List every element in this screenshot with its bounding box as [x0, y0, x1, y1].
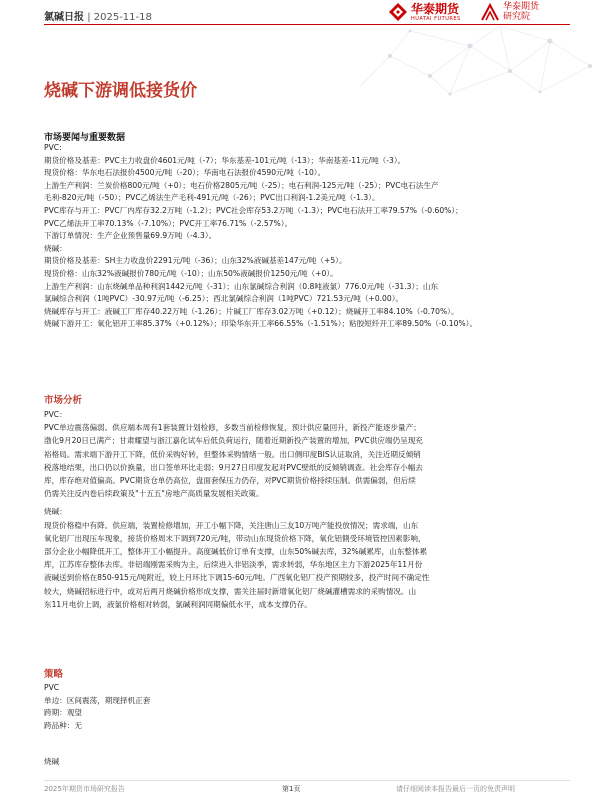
soda-analysis-line: 较大，烧碱招标进行中，或对后两月烧碱价格形成支撑，需关注届时新增氧化铝厂烧碱灌槽需求的采购情况。山 [44, 586, 417, 596]
news-line: 上游生产利润：兰炭价格800元/吨（+0）；电石价格2805元/吨（-25）；电石利润-125元/吨（-25）；PVC电石法生产 [44, 180, 439, 190]
news-line: PVC库存与开工：PVC厂内库存32.2万吨（-1.2）；PVC社会库存53.2万吨（-1.3）；PVC电石法开工率79.57%（-0.60%）； [44, 205, 463, 215]
institute-logo [480, 2, 539, 22]
report-name: 氯碱日报 [44, 12, 84, 23]
news-line: 期货价格及基差：PVC主力收盘价4601元/吨（-7）；华东基差-101元/吨（-13）；华南基差-11元/吨（-3）。 [44, 155, 406, 165]
pvc-analysis-line: 税落地结果，出口仍以价换量，出口签单环比走弱；9月27日印度发起对PVC壁纸的反倾销调查。社会库存小幅去 [44, 462, 423, 472]
soda-analysis-line: 现货价格稳中有降。供应端，装置检修增加，开工小幅下降，关注唐山三友10万吨产能投放情况；需求端，山东 [44, 520, 419, 530]
huatai-futures-logo [388, 2, 461, 22]
strategy-line: 跨品种：无 [44, 720, 82, 730]
news-line: 烧碱： [44, 243, 67, 253]
strategy-line: 跨期：观望 [44, 708, 82, 718]
soda-analysis-line: 库，江苏库存整体去库。非铝端刚需采购为主，后续进入非铝淡季，需求转弱，华东地区主力下游2025年11月份 [44, 560, 423, 570]
institute-name: 华泰期货 [503, 2, 540, 12]
news-line: 烧碱库存与开工：液碱工厂库存40.22万吨（-1.26）；片碱工厂库存3.02万吨（+0.12）；烧碱开工率84.10%（-0.70%）。 [44, 306, 459, 316]
news-line: 上游生产利润：山东烧碱单品种利润1442元/吨（-31）；山东氯碱综合利润（0.8吨液氯）776.0元/吨（-31.3）；山东 [44, 281, 439, 291]
page-number: 第1页 [282, 785, 301, 793]
news-line: 下游订单情况：生产企业预售量69.9万吨（-4.3）。 [44, 231, 217, 241]
network-decoration [350, 26, 600, 96]
pvc-label: PVC： [44, 410, 67, 419]
news-line: 烧碱下游开工：氧化铝开工率85.37%（+0.12%）；印染华东开工率66.55%（-1.51%）；粘胶短纤开工率89.50%（-0.10%）。 [44, 319, 478, 329]
footer-left: 2025年期货市场研究报告 [44, 785, 125, 793]
market-news-heading: 市场要闻与重要数据 [44, 133, 126, 143]
news-line: 现货价格：山东32%液碱报价780元/吨（-10）；山东50%液碱报价1250元/吨（+0）。 [44, 268, 338, 278]
news-line: PVC: [44, 143, 62, 152]
institute-sub: 研究院 [503, 12, 531, 22]
soda-analysis-line: 部分企业小幅降低开工，整体开工小幅提升。高度碱低价订单有支撑，山东50%碱去库，32%碱累库，山东整体累 [44, 547, 428, 557]
header-divider [44, 24, 570, 25]
analysis-heading: 市场分析 [44, 395, 83, 406]
institute-mark-icon [480, 2, 500, 22]
footer-divider [44, 780, 570, 781]
report-date: 2025-11-18 [93, 12, 152, 23]
pvc-analysis-line: 裕格局。需求端下游开工下降，低价采购好转，但整体采购情绪一般。出口侧印度BIS认证取消，关注近期反倾销 [44, 449, 421, 459]
news-line: 期货价格及基差：SH主力收盘价2291元/吨（-36）；山东32%液碱基差147元/吨（+5）。 [44, 256, 347, 266]
analysis-block [44, 408, 564, 611]
brand-mark-icon [388, 2, 408, 22]
report-info [44, 8, 152, 23]
brand-en: HUATAI FUTURES [411, 15, 461, 22]
strategy-pvc-label: PVC [44, 683, 60, 692]
separator: | [87, 12, 91, 23]
market-news-block [44, 142, 564, 331]
news-line: 氯碱综合利润（1吨PVC）-30.97元/吨（-6.25）；西北氯碱综合利润（1吨PVC）721.53元/吨（+0.00）。 [44, 294, 404, 304]
pvc-analysis-line: PVC单边震荡偏弱。供应端本周有1套装置计划检修，多数当前检修恢复，预计供应量回升，新投产能逐步量产； [44, 423, 421, 433]
soda-analysis-line: 氧化铝厂出现压车现象，接货价格周末下调到720元/吨，带动山东现货价格下降，氧化铝側受环境管控因素影响， [44, 533, 426, 543]
soda-label: 烧碱： [44, 507, 67, 517]
soda-analysis-line: 液碱送到价格在850-915元/吨附近，较上月环比下调15-60元/吨。广西氧化铝厂投产预期较多，投产时间不确定性 [44, 573, 430, 583]
soda-analysis-line: 东11月电价上调，液氯价格相对转弱，氯碱利润同期偏低水平，成本支撑仍存。 [44, 599, 312, 609]
news-line: 现货价格：华东电石法报价4500元/吨（-20）；华南电石法报价4590元/吨（-10）。 [44, 168, 326, 178]
strategy-line: 单边：区间震荡，期现择机正套 [44, 695, 151, 705]
strategy-block [44, 682, 564, 732]
report-title: 烧碱下游调低接货价 [44, 81, 197, 101]
pvc-analysis-line: 仍需关注反内卷后续政策及"十五五"房地产高质量发展相关政策。 [44, 489, 264, 499]
brand-cn: 华泰期货 [411, 1, 460, 16]
disclaimer-note: 请仔细阅读本报告最后一页的免责声明 [396, 785, 515, 793]
news-line: 毛利-820元/吨（-50）；PVC乙烯法生产毛利-491元/吨（-26）；PVC出口利润-1.2美元/吨（-1.3）。 [44, 193, 380, 203]
strategy-heading: 策略 [44, 669, 64, 680]
strategy-soda-label: 烧碱 [44, 757, 60, 766]
pvc-analysis-line: 渤化9月20日已满产；甘肃耀望与浙江嘉化试车后低负荷运行，随着近期新投产装置的增加，PVC供应端仍呈现充 [44, 436, 423, 446]
pvc-analysis-line: 库，库存绝对值偏高。PVC期货仓单仍高位，盘面套保压力仍存，对PVC期货价格持续压制。供需偏弱，但后续 [44, 476, 416, 486]
news-line: PVC乙烯法开工率70.13%（-7.10%）；PVC开工率76.71%（-2.57%）。 [44, 218, 293, 228]
